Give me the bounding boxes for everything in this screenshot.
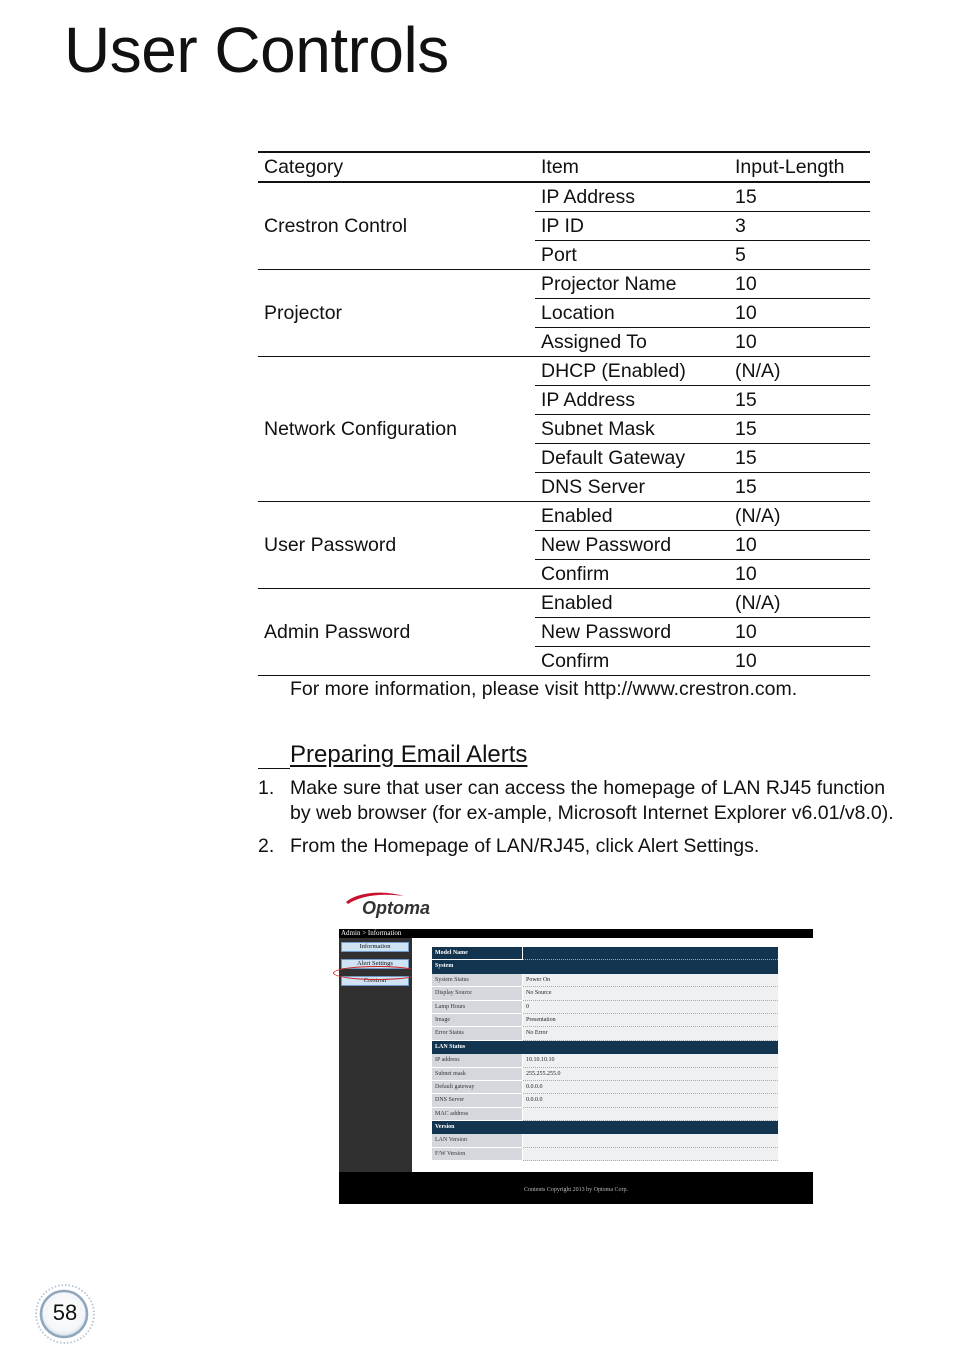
section-header: System <box>432 960 778 973</box>
info-value: 10.10.10.10 <box>523 1054 778 1067</box>
svg-text:Optoma: Optoma <box>362 898 431 918</box>
length-cell: 15 <box>729 444 870 473</box>
section-rule <box>258 768 290 769</box>
table-row <box>258 182 870 212</box>
item-cell: Default Gateway <box>535 444 729 473</box>
length-cell: 10 <box>729 270 870 299</box>
info-label: LAN Version <box>432 1134 522 1147</box>
info-label: IP address <box>432 1054 522 1067</box>
item-cell: Location <box>535 299 729 328</box>
table-row <box>258 357 870 386</box>
info-label: Default gateway <box>432 1081 522 1094</box>
info-label: Image <box>432 1014 522 1027</box>
input-length-table <box>258 151 870 676</box>
info-row <box>432 1027 778 1040</box>
info-row <box>432 1054 778 1067</box>
info-row <box>432 1094 778 1107</box>
length-cell: 10 <box>729 299 870 328</box>
info-row <box>432 987 778 1000</box>
length-cell: 15 <box>729 182 870 212</box>
info-label: Error Status <box>432 1027 522 1040</box>
item-cell: IP Address <box>535 386 729 415</box>
nav-crestron[interactable]: Crestron <box>341 976 409 986</box>
category-cell: Crestron Control <box>258 182 535 270</box>
info-row <box>432 974 778 987</box>
length-cell: 10 <box>729 618 870 647</box>
breadcrumb: Admin > Information <box>339 929 813 938</box>
page-title: User Controls <box>64 14 449 86</box>
info-grid <box>432 947 778 1161</box>
step-number: 2. <box>258 835 275 857</box>
info-value: 255.255.255.0 <box>523 1068 778 1081</box>
info-value <box>523 1148 778 1161</box>
item-cell: Enabled <box>535 589 729 618</box>
item-cell: Confirm <box>535 647 729 676</box>
highlight-circle <box>333 966 421 980</box>
step-text: Make sure that user can access the homepage of LAN RJ45 function by web browser (for ex-ample, Microsoft Internet Explorer v6.01/v8.0). <box>290 777 894 824</box>
category-cell: Admin Password <box>258 589 535 676</box>
info-label: Subnet mask <box>432 1068 522 1081</box>
nav-information[interactable]: Information <box>341 942 409 952</box>
info-label: System Status <box>432 974 522 987</box>
item-cell: New Password <box>535 618 729 647</box>
length-cell: 15 <box>729 415 870 444</box>
category-cell: User Password <box>258 502 535 589</box>
header-item: Item <box>541 156 579 178</box>
length-cell: 10 <box>729 328 870 357</box>
length-cell: 10 <box>729 531 870 560</box>
table-header-row <box>258 152 870 182</box>
info-row <box>432 1108 778 1121</box>
step-text: From the Homepage of LAN/RJ45, click Alert Settings. <box>290 835 760 857</box>
section-header: Version <box>432 1121 778 1134</box>
category-cell: Projector <box>258 270 535 357</box>
web-ui-screenshot <box>339 929 813 1204</box>
length-cell: (N/A) <box>729 502 870 531</box>
table-row <box>258 589 870 618</box>
info-value: 0.0.0.0 <box>523 1081 778 1094</box>
step-number: 1. <box>258 777 275 799</box>
item-cell: IP ID <box>535 212 729 241</box>
info-label: Lamp Hours <box>432 1001 522 1014</box>
info-label: Display Source <box>432 987 522 1000</box>
item-cell: Projector Name <box>535 270 729 299</box>
item-cell: Enabled <box>535 502 729 531</box>
category-cell: Network Configuration <box>258 357 535 502</box>
item-cell: New Password <box>535 531 729 560</box>
nav-alert-settings[interactable]: Alert Settings <box>341 959 409 969</box>
info-value <box>523 947 778 960</box>
item-cell: Assigned To <box>535 328 729 357</box>
info-label: F/W Version <box>432 1148 522 1161</box>
info-value <box>523 1134 778 1147</box>
info-row <box>432 1134 778 1147</box>
section-header: LAN Status <box>432 1041 778 1054</box>
item-cell: Confirm <box>535 560 729 589</box>
info-value <box>523 1108 778 1121</box>
steps-list <box>258 776 898 868</box>
optoma-logo <box>342 890 442 920</box>
page-number: 58 <box>52 1300 78 1325</box>
length-cell: (N/A) <box>729 589 870 618</box>
info-row <box>432 1148 778 1161</box>
info-value: No Source <box>523 987 778 1000</box>
info-label: DNS Server <box>432 1094 522 1107</box>
info-value: Power On <box>523 974 778 987</box>
length-cell: 10 <box>729 647 870 676</box>
info-label: Model Name <box>432 947 522 960</box>
length-cell: 10 <box>729 560 870 589</box>
info-row <box>432 1014 778 1027</box>
copyright-footer: Contents Copyright 2013 by Optoma Corp. <box>339 1172 813 1204</box>
item-cell: IP Address <box>535 182 729 212</box>
info-value: 0.0.0.0 <box>523 1094 778 1107</box>
header-input-length: Input-Length <box>735 156 845 178</box>
info-value: No Error <box>523 1027 778 1040</box>
info-label: MAC address <box>432 1108 522 1121</box>
info-row <box>432 1068 778 1081</box>
length-cell: 3 <box>729 212 870 241</box>
length-cell: 15 <box>729 473 870 502</box>
step-2 <box>258 834 898 859</box>
info-value: 0 <box>523 1001 778 1014</box>
item-cell: Port <box>535 241 729 270</box>
item-cell: Subnet Mask <box>535 415 729 444</box>
length-cell: (N/A) <box>729 357 870 386</box>
sidebar <box>339 938 412 1172</box>
crestron-note: For more information, please visit http://www.crestron.com. <box>290 678 798 700</box>
step-1 <box>258 776 898 825</box>
length-cell: 15 <box>729 386 870 415</box>
table-row <box>258 502 870 531</box>
header-category: Category <box>264 156 344 178</box>
section-title: Preparing Email Alerts <box>290 741 528 768</box>
info-row <box>432 947 778 960</box>
info-value: Presentation <box>523 1014 778 1027</box>
table-body <box>258 182 870 676</box>
item-cell: DHCP (Enabled) <box>535 357 729 386</box>
length-cell: 5 <box>729 241 870 270</box>
info-row <box>432 1081 778 1094</box>
info-row <box>432 1001 778 1014</box>
table-row <box>258 270 870 299</box>
info-panel <box>412 938 813 1172</box>
item-cell: DNS Server <box>535 473 729 502</box>
